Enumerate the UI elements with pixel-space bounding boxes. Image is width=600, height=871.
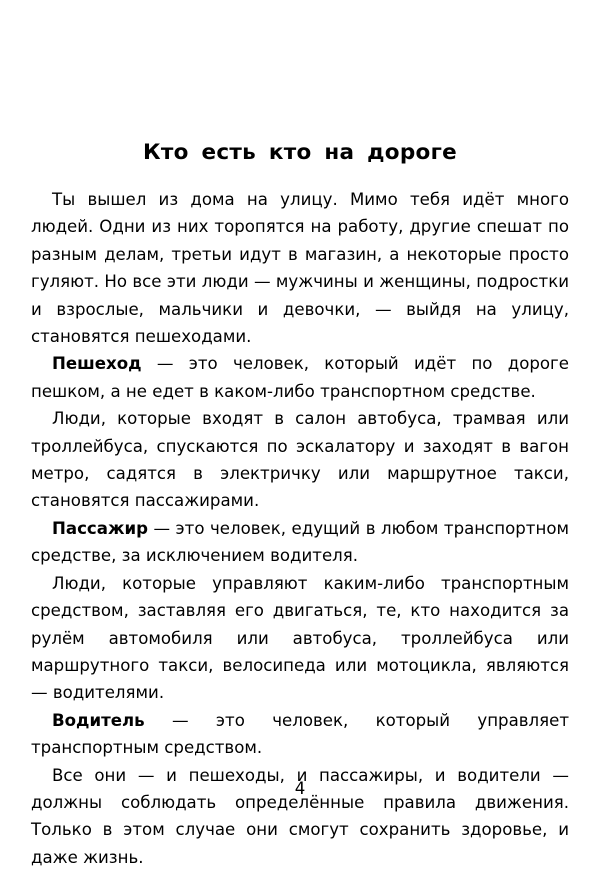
paragraph-4 [31,515,569,570]
page-number: 4 [294,779,306,798]
paragraph-2 [31,350,569,405]
paragraph-7-text: Все они — и пешеходы, и пассажиры, и водители — должны соблюдать определённые правила движения. Только в этом случае они смогут сохранить здоровье, и даже жизнь. [31,765,569,867]
paragraph-3 [31,405,569,515]
paragraph-7 [31,762,569,871]
term-passenger: Пассажир [52,518,148,538]
paragraph-5-text: Люди, которые управляют каким-либо транспортным средством, заставляя его двигаться, те, кто находится за рулём автомобиля или автобуса, троллейбуса или маршрутного такси, велосипеда или мотоцикла, являются — водителями. [31,573,569,703]
term-driver: Водитель [52,710,145,730]
paragraph-1 [31,186,569,350]
paragraph-5 [31,570,569,707]
term-pedestrian: Пешеход [52,354,142,374]
paragraph-6-text: — это человек, который управляет транспортным средством. [31,710,569,758]
paragraph-3-text: Люди, которые входят в салон автобуса, трамвая или троллейбуса, спускаются по эскалатору и заходят в вагон метро, садятся в электричку или маршрутное такси, становятся пассажирами. [31,409,569,511]
page-title: Кто есть кто на дороге [142,140,458,165]
paragraph-4-text: — это человек, едущий в любом транспортном средстве, за исключением водителя. [31,518,569,566]
paragraph-6 [31,707,569,762]
body-text-block [31,186,569,871]
paragraph-2-text: — это человек, который идёт по дороге пешком, а не едет в каком-либо транспортном средстве. [31,354,569,401]
paragraph-1-text: Ты вышел из дома на улицу. Мимо тебя идёт много людей. Одни из них торопятся на работу, другие спешат по разным делам, третьи идут в магазин, а некоторые просто гуляют. Но все эти люди — мужчины и женщины, подростки и взрослые, мальчики и девочки, — выйдя на улицу, становятся пешеходами. [31,190,569,347]
